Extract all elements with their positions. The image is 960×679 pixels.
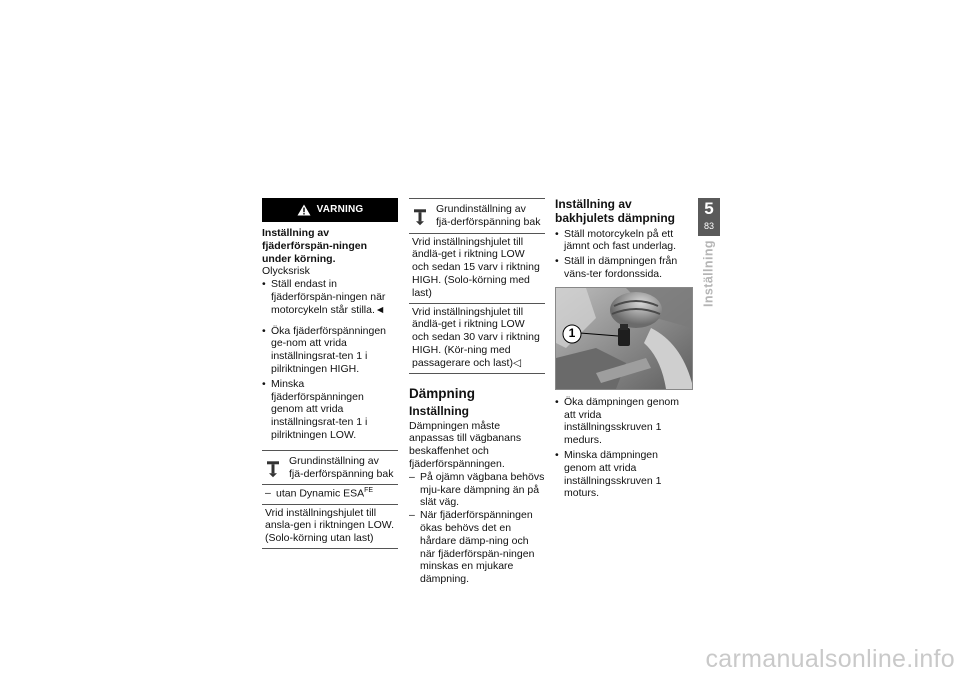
table-value: Vrid inställningshjulet till ansla-gen i riktningen LOW. (Solo-körning utan last) <box>262 504 398 548</box>
list-item: • Öka fjäderförspänningen ge-nom att vrida inställningsrat-ten 1 i pilriktningen HIGH. <box>262 325 398 376</box>
table-head: Grundinställning av fjä-derförspänning bak <box>436 203 541 228</box>
section-title: Dämpning <box>409 385 475 401</box>
warning-title: Inställning av fjäderförspän-ningen under körning. <box>262 227 368 265</box>
table-head: Grundinställning av fjä-derförspänning bak <box>289 454 394 480</box>
tool-info-icon <box>265 455 281 481</box>
page-number: 83 <box>703 221 714 231</box>
list-item: – På ojämn vägbana behövs mju-kare dämpning än på slät väg. <box>409 471 545 509</box>
table-row: Vrid inställningshjulet till ändlä-get i riktning LOW och sedan 30 varv i riktning HIGH. (Kör-ning med passagerare och last)◁ <box>409 303 545 373</box>
preload-table-continued <box>409 198 545 374</box>
table-row: Vrid inställningshjulet till ändlä-get i riktning LOW och sedan 15 varv i riktning HIGH. (Solo-körning med last) <box>409 233 545 303</box>
warning-bullets <box>262 278 398 316</box>
warning-bullet: • Ställ endast in fjäderförspän-ningen när motorcykeln står stilla.◄ <box>262 278 398 316</box>
damping-notes <box>409 471 545 586</box>
prep-bullets <box>555 228 691 281</box>
spring-steps <box>262 325 398 442</box>
list-item: • Öka dämpningen genom att vrida inställningsskruven 1 medurs. <box>555 396 691 447</box>
list-item: • Ställ in dämpningen från väns-ter fordonssida. <box>555 255 691 281</box>
preload-table <box>262 450 398 549</box>
watermark: carmanualsonline.info <box>705 645 955 673</box>
list-item: – När fjäderförspänningen ökas behövs det en hårdare dämp-ning och när fjäderförspän-ningen minskas en mjukare dämpning. <box>409 509 545 586</box>
sub-title: Inställning <box>409 404 469 419</box>
column-2 <box>409 198 545 586</box>
column-3 <box>555 198 691 502</box>
damping-steps <box>555 396 691 500</box>
rear-damping-title: Inställning av bakhjulets dämpning <box>555 197 676 225</box>
table-variant: – utan Dynamic $ESA^{FE}$ <box>265 487 395 500</box>
list-item: • Ställ motorcykeln på ett jämnt och fast underlag. <box>555 228 691 254</box>
warning-hazard: Olycksrisk <box>262 265 310 278</box>
chapter-number: 5 <box>704 199 714 218</box>
intro-text: Dämpningen måste anpassas till vägbanans beskaffenhet och fjäderförspänningen. <box>409 419 522 471</box>
list-item: • Minska dämpningen genom att vrida inställningsskruven 1 moturs. <box>555 449 691 500</box>
warning-label: VARNING <box>316 203 364 215</box>
photo-callout-1: 1 <box>568 325 576 340</box>
damping-photo <box>555 287 693 390</box>
chapter-tab <box>698 198 720 236</box>
warning-triangle-icon <box>297 204 311 216</box>
list-item: • Minska fjäderförspänningen genom att vrida inställningsrat-ten 1 i pilriktningen LOW. <box>262 378 398 442</box>
column-1 <box>262 198 398 549</box>
chapter-side-label: Inställning <box>701 240 716 307</box>
variant-sup: FE <box>364 487 374 495</box>
warning-banner <box>262 198 398 222</box>
tool-info-icon <box>412 203 428 229</box>
